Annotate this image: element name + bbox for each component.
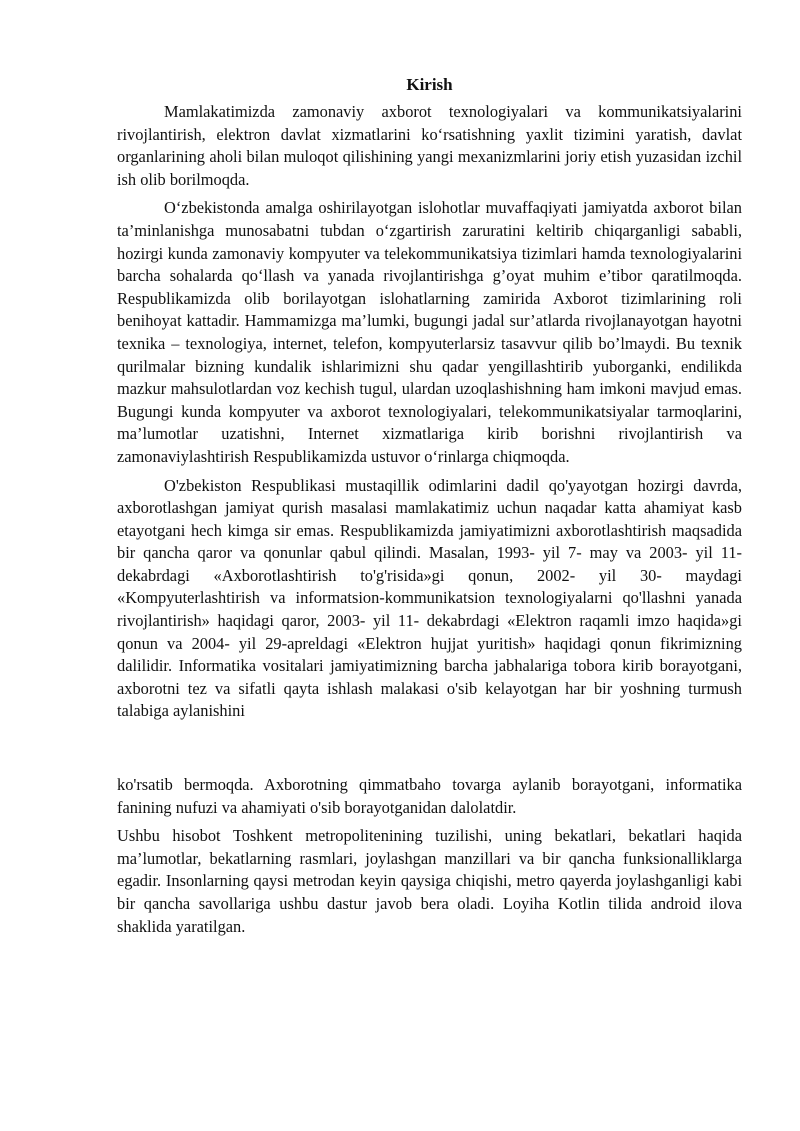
paragraph-project-summary: Ushbu hisobot Toshkent metropolitenining tuzilishi, uning bekatlari, bekatlari haqida ma’lumotlar, bekatlarning rasmlari, joylashgan manzillari va bir qancha funksionalliklarga egadir. Insonlarning qaysi metrodan keyin qaysiga chiqishi, metro qayerda joylashganligi kabi bir qancha savollariga ushbu dastur javob bera oladi. Loyiha Kotlin tilida android ilova shaklida yaratilgan. <box>117 826 742 936</box>
page-break-gap <box>117 729 742 774</box>
paragraph-legislation: O'zbekiston Respublikasi mustaqillik odimlarini dadil qo'yayotgan hozirgi davrda, axborotlashgan jamiyat qurish masalasi mamlakatimiz uchun naqadar katta ahamiyat kasb etayotgani hech kimga sir emas. Respublikamizda jamiyatimizni axborotlashtirish maqsadida bir qancha qaror va qonunlar qabul qilindi. Masalan, 1993- yil 7- may va 2003- yil 11- dekabrdagi «Axborotlashtirish to'g'risida»gi qonun, 2002- yil 30- maydagi «Kompyuterlashtirish va informatsion-kommunikatsion texnologiyalarni qo'llashni yanada rivojlantirish» haqidagi qaror, 2003- yil 11- dekabrdagi «Elektron raqamli imzo haqida»gi qonun va 2004- yil 29-apreldagi «Elektron hujjat yuritish» haqidagi qonun fikrimizning dalilidir. Informatika vositalari jamiyatimizning barcha jabhalariga tobora kirib borayotgani, axborotni tez va sifatli qayta ishlash malakasi o'sib kelayotgan har bir yoshning turmush talabiga aylanishini <box>117 475 742 721</box>
section-title: Kirish <box>406 75 453 94</box>
paragraph-continuation: ko'rsatib bermoqda. Axborotning qimmatbaho tovarga aylanib borayotgani, informatika fanining nufuzi va ahamiyati o'sib borayotganidan dalolatdir. <box>117 775 742 817</box>
paragraph-intro: Mamlakatimizda zamonaviy axborot texnologiyalari va kommunikatsiyalarini rivojlantirish, elektron davlat xizmatlarini ko‘rsatishning yaxlit tizimini yaratish, davlat organlarining aholi bilan muloqot qilishining yangi mexanizmlarini joriy etish yuzasidan izchil ish olib borilmoqda. <box>117 102 742 189</box>
document-page <box>117 74 742 944</box>
paragraph-reforms: O‘zbekistonda amalga oshirilayotgan islohotlar muvaffaqiyati jamiyatda axborot bilan ta’minlanishga munosabatni tubdan o‘zgartirish zaruratini keltirib chiqarganligi sababli, hozirgi kunda zamonaviy kompyuter va telekommunikatsiya tizimlari hamda texnologiyalarini barcha sohalarda qo‘llash va yanada rivojlantirishga g’oyat muhim e’tibor qaratilmoqda. Respublikamizda olib borilayotgan islohatlarning zamirida Axborot tizimlarining roli benihoyat kattadir. Hammamizga ma’lumki, bugungi jadal sur’atlarda rivojlanayotgan hayotni texnika – texnologiya, internet, telefon, kompyuterlarsiz tasavvur qilib bo’lmaydi. Bu texnik qurilmalar bizning kundalik ishlarimizni shu qadar yengillashtirib yuborganki, endilikda mazkur mahsulotlardan voz kechish tugul, ulardan uzoqlashishning ham imkoni mavjud emas. Bugungi kunda kompyuter va axborot texnologiyalari, telekommunikatsiyalar tarmoqlarini, ma’lumotlar uzatishni, Internet xizmatlariga kirib borishni rivojlantirish va zamonaviylashtirish Respublikamizda ustuvor o‘rinlarga chiqmoqda. <box>117 198 742 466</box>
